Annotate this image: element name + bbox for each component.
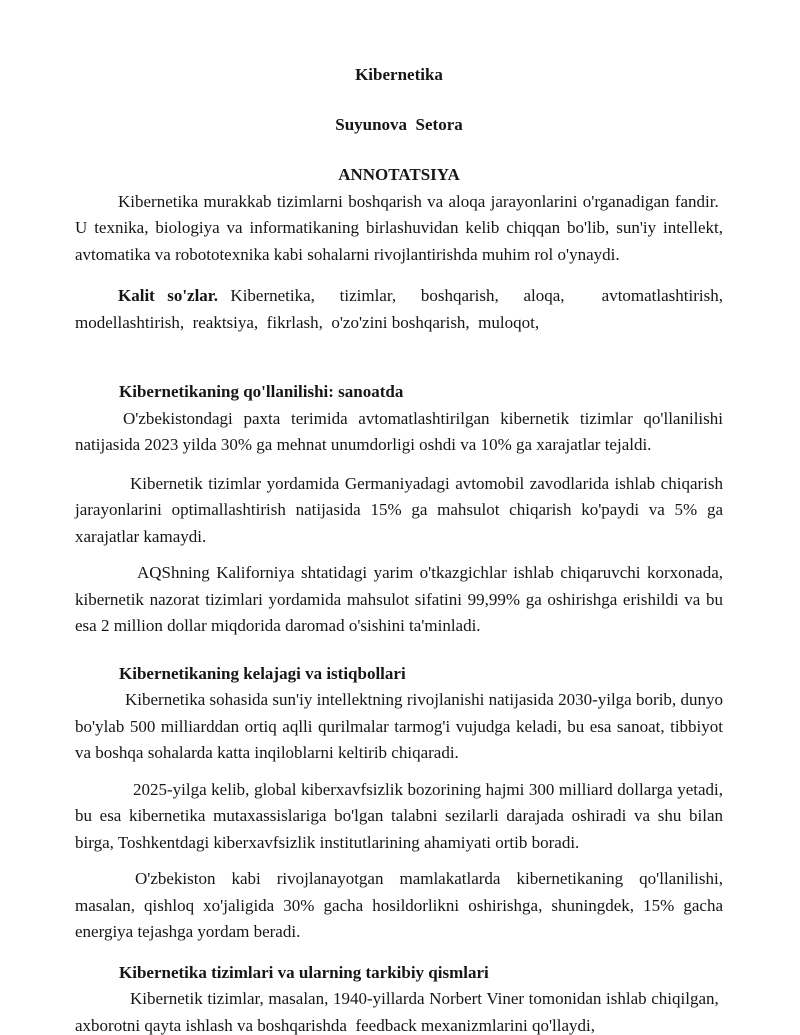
- paragraph-germany-auto: Kibernetik tizimlar yordamida Germaniyadagi avtomobil zavodlarida ishlab chiqarish jarayonlarini optimallashtirish natijasida 15% ga mahsulot chiqarish ko'paydi va 5% ga xarajatlar kamaydi.: [75, 473, 723, 546]
- keywords-paragraph: [75, 283, 723, 336]
- paragraph-uzbekistan-cotton: O'zbekistondagi paxta terimida avtomatlashtirilgan kibernetik tizimlar qo'llanilishi natijasida 2023 yilda 30% ga mehnat unumdorligi oshdi va 10% ga xarajatlar tejaldi.: [75, 408, 723, 454]
- section-heading-industry: Kibernetikaning qo'llanilishi: sanoatda: [119, 382, 404, 401]
- document-title: Kibernetika: [355, 65, 443, 84]
- keywords-list: Kibernetika, tizimlar, boshqarish, aloqa, avtomatlashtirish, modellashtirish, reaktsiya, fikrlash, o'zo'zini boshqarish, muloqot,: [75, 286, 723, 332]
- keywords-label: Kalit so'zlar.: [118, 286, 219, 305]
- annotation-heading: ANNOTATSIYA: [338, 165, 460, 184]
- section-heading-future: Kibernetikaning kelajagi va istiqbollari: [119, 663, 406, 683]
- section-heading-systems: Kibernetika tizimlari va ularning tarkibiy qismlari: [119, 962, 489, 982]
- paragraph-developing-countries: O'zbekiston kabi rivojlanayotgan mamlakatlarda kibernetikaning qo'llanilishi, masalan, qishloq xo'jaligida 30% gacha hosildorlikni oshirishga, shuningdek, 15% gacha energiya tejashga yordam beradi.: [75, 869, 723, 941]
- paragraph-norbert-wiener: Kibernetik tizimlar, masalan, 1940-yillarda Norbert Viner tomonidan ishlab chiqilgan, axborotni qayta ishlash va boshqarishda feedback mexanizmlarini qo'llaydi,: [75, 989, 723, 1035]
- annotation-paragraph: Kibernetika murakkab tizimlarni boshqarish va aloqa jarayonlarini o'rganadigan fandir. U texnika, biologiya va informatikaning birlashuvidan kelib chiqqan bo'lib, sun'iy intellekt, avtomatika va robototexnika kabi sohalarni rivojlantirishda muhim rol o'ynaydi.: [75, 191, 723, 264]
- paragraph-cybersecurity-2025: 2025-yilga kelib, global kiberxavfsizlik bozorining hajmi 300 milliard dollarga yetadi, bu esa kibernetika mutaxassislariga bo'lgan talabni sezilarli darajada oshiradi va shu bilan birga, Toshkentdagi kiberxavfsizlik institutlarining ahamiyati ortib boradi.: [75, 779, 723, 852]
- document-author: Suyunova Setora: [335, 114, 463, 134]
- paragraph-usa-semiconductor: AQShning Kaliforniya shtatidagi yarim o'tkazgichlar ishlab chiqaruvchi korxonada, kibernetik nazorat tizimlari yordamida mahsulot sifatini 99,99% ga oshirishga erishildi va bu esa 2 million dollar miqdorida daromad o'sishini ta'minladi.: [75, 563, 723, 635]
- paragraph-ai-2030: Kibernetika sohasida sun'iy intellektning rivojlanishi natijasida 2030-yilga borib, dunyo bo'ylab 500 milliarddan ortiq aqlli qurilmalar tarmog'i vujudga keladi, bu esa sanoat, tibbiyot va boshqa sohalarda katta inqiloblarni keltirib chiqaradi.: [75, 690, 723, 762]
